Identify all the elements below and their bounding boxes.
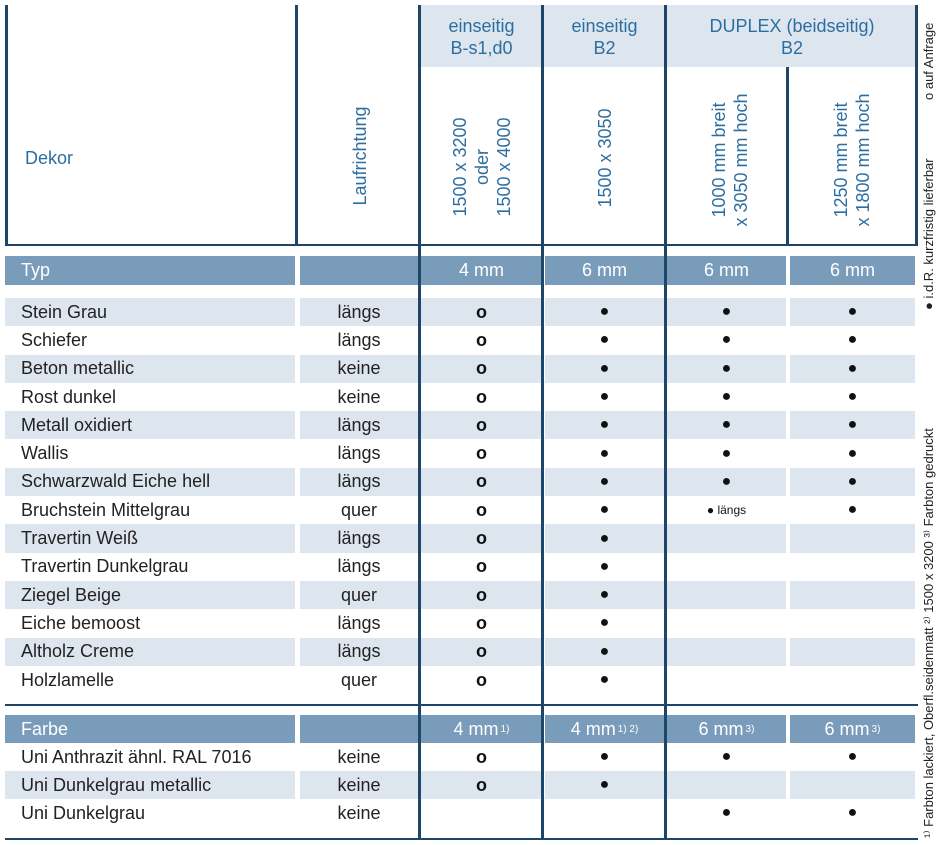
cell-col1 — [421, 799, 542, 827]
decor-name: Metall oxidiert — [21, 414, 133, 435]
header-col2-title-text: einseitig B2 — [571, 16, 638, 58]
direction: keine — [337, 386, 381, 407]
direction: keine — [337, 802, 381, 823]
dekor-row — [5, 298, 917, 326]
cell-col2: ● — [599, 303, 610, 321]
direction: längs — [337, 329, 381, 350]
cell-col2: ● — [599, 776, 610, 793]
header-dekor: Dekor — [25, 148, 74, 168]
decor-name: Beton metallic — [21, 358, 135, 379]
divider-header-bottom — [5, 244, 918, 246]
cell-col2: ● — [599, 642, 610, 660]
farbe-row — [5, 799, 917, 827]
cell-col2: ● — [599, 331, 610, 349]
direction: längs — [337, 301, 381, 322]
cell-col3b — [790, 553, 915, 581]
direction: längs — [337, 414, 381, 435]
direction: quer — [340, 669, 378, 690]
decor-name: Schiefer — [21, 329, 88, 350]
dekor-row — [5, 609, 917, 637]
farbe-row — [5, 743, 917, 771]
dekor-row — [5, 638, 917, 666]
cell-col3a — [667, 581, 786, 609]
typ-bar-col3a: 6 mm — [667, 256, 786, 285]
cell-col1: o — [476, 556, 487, 577]
cell-col1: o — [476, 499, 487, 520]
cell-col3b — [790, 638, 915, 666]
cell-col3a: ● — [721, 472, 732, 490]
cell-col1: o — [476, 443, 487, 464]
cell-col3b: ● — [847, 748, 858, 765]
divider-laufrichtung — [418, 5, 421, 840]
cell-col3b: ● — [847, 501, 858, 519]
farbe-bar-col3b: 6 mm 3) — [790, 715, 915, 743]
cell-col1: o — [476, 746, 487, 767]
direction: quer — [340, 499, 378, 520]
cell-col1: o — [476, 386, 487, 407]
header-col2-size: 1500 x 3050 — [595, 108, 615, 208]
typ-bar-label: Typ — [5, 256, 295, 285]
cell-col2: ● — [599, 416, 610, 434]
decor-name: Altholz Creme — [21, 641, 135, 662]
cell-col3b: ● — [847, 388, 858, 406]
legend-kurzfristig: ● i.d.R. kurzfristig lieferbar — [921, 158, 936, 310]
dekor-row — [5, 524, 917, 552]
cell-col3b: ● — [847, 416, 858, 434]
typ-bar-col3b: 6 mm — [790, 256, 915, 285]
cell-col3b: ● — [847, 331, 858, 349]
farbe-bar-laufrichtung — [300, 715, 418, 743]
divider-right — [915, 5, 918, 245]
farbe-bar-col1: 4 mm 1) — [421, 715, 542, 743]
cell-col2: ● — [599, 472, 610, 490]
typ-bar-laufrichtung — [300, 256, 418, 285]
cell-col3b: ● — [847, 472, 858, 490]
divider-left — [5, 5, 8, 245]
decor-name: Bruchstein Mittelgrau — [21, 499, 191, 520]
cell-col2: ● — [599, 388, 610, 406]
divider-dekor — [295, 5, 298, 245]
cell-col3b: ● — [847, 359, 858, 377]
cell-col2: ● — [599, 671, 610, 689]
direction: längs — [337, 528, 381, 549]
cell-col3a — [667, 771, 786, 799]
decor-name: Wallis — [21, 443, 69, 464]
legend-footnotes: ¹⁾ Farbton lackiert, Oberfl.seidenmatt ²⁾ 1500 x 3200 ³⁾ Farbton gedruckt — [921, 428, 936, 838]
direction: längs — [337, 612, 381, 633]
decor-name: Travertin Weiß — [21, 528, 139, 549]
cell-col2: ● — [599, 359, 610, 377]
dekor-row — [5, 553, 917, 581]
cell-col3a: ● — [721, 303, 732, 321]
direction: längs — [337, 556, 381, 577]
cell-col3a: ● längs — [706, 503, 747, 518]
cell-col3b — [790, 666, 915, 694]
farbe-bar-col3a: 6 mm 3) — [667, 715, 786, 743]
cell-col3b — [790, 771, 915, 799]
cell-col2: ● — [599, 614, 610, 632]
decor-name: Ziegel Beige — [21, 584, 122, 605]
cell-col3a: ● — [721, 444, 732, 462]
cell-col3a: ● — [721, 416, 732, 434]
decor-name: Stein Grau — [21, 301, 108, 322]
cell-col3a — [667, 553, 786, 581]
cell-col1: o — [476, 669, 487, 690]
farbe-row — [5, 771, 917, 799]
typ-bar-col1: 4 mm — [421, 256, 542, 285]
decor-name: Rost dunkel — [21, 386, 117, 407]
cell-col3b — [790, 524, 915, 552]
cell-col2: ● — [599, 586, 610, 604]
header-laufrichtung: Laufrichtung — [350, 106, 370, 206]
cell-col1: o — [476, 301, 487, 322]
cell-col1: o — [476, 584, 487, 605]
cell-col3b: ● — [847, 804, 858, 821]
header-col1-title-text: einseitig B-s1,d0 — [448, 16, 515, 58]
cell-col3a: ● — [721, 331, 732, 349]
decor-name: Schwarzwald Eiche hell — [21, 471, 211, 492]
dekor-row — [5, 440, 917, 468]
dekor-row — [5, 355, 917, 383]
dekor-row — [5, 666, 917, 694]
cell-col3a — [667, 609, 786, 637]
header-col3b-size: 1250 mm breit x 1800 mm hoch — [831, 93, 873, 227]
cell-col1: o — [476, 329, 487, 350]
divider-col2 — [664, 5, 667, 840]
header-col3-title-text: DUPLEX (beidseitig) B2 — [709, 16, 875, 58]
header-col1-size: 1500 x 3200 oder 1500 x 4000 — [450, 117, 514, 217]
cell-col3a — [667, 524, 786, 552]
cell-col3a — [667, 638, 786, 666]
decor-name: Holzlamelle — [21, 669, 115, 690]
direction: keine — [337, 774, 381, 795]
cell-col1: o — [476, 641, 487, 662]
cell-col2 — [545, 799, 664, 827]
direction: quer — [340, 584, 378, 605]
cell-col3a — [667, 666, 786, 694]
direction: längs — [337, 471, 381, 492]
cell-col3a: ● — [721, 804, 732, 821]
direction: längs — [337, 443, 381, 464]
cell-col2: ● — [599, 501, 610, 519]
cell-col1: o — [476, 471, 487, 492]
dekor-row — [5, 496, 917, 524]
direction: keine — [337, 358, 381, 379]
cell-col1: o — [476, 528, 487, 549]
cell-col3b: ● — [847, 303, 858, 321]
cell-col3a: ● — [721, 748, 732, 765]
cell-col1: o — [476, 414, 487, 435]
cell-col1: o — [476, 774, 487, 795]
dekor-row — [5, 326, 917, 354]
typ-bar-col2: 6 mm — [545, 256, 664, 285]
cell-col1: o — [476, 358, 487, 379]
decor-name: Uni Dunkelgrau — [21, 802, 146, 823]
divider-col1 — [541, 5, 544, 840]
farbe-bar-label: Farbe — [5, 715, 295, 743]
decor-name: Travertin Dunkelgrau — [21, 556, 189, 577]
cell-col2: ● — [599, 557, 610, 575]
decor-name: Uni Anthrazit ähnl. RAL 7016 — [21, 746, 252, 767]
dekor-row — [5, 581, 917, 609]
dekor-row — [5, 468, 917, 496]
cell-col3a: ● — [721, 388, 732, 406]
cell-col2: ● — [599, 529, 610, 547]
cell-col3b — [790, 581, 915, 609]
cell-col2: ● — [599, 748, 610, 765]
farbe-bar-col2: 4 mm 1) 2) — [545, 715, 664, 743]
divider-col3 — [786, 67, 789, 245]
decor-name: Uni Dunkelgrau metallic — [21, 774, 212, 795]
cell-col3b: ● — [847, 444, 858, 462]
cell-col3a: ● — [721, 359, 732, 377]
dekor-row — [5, 383, 917, 411]
divider-table-bottom — [5, 838, 918, 840]
decor-name: Eiche bemoost — [21, 612, 141, 633]
dekor-row — [5, 411, 917, 439]
divider-dekor-bottom — [5, 704, 918, 706]
cell-col3b — [790, 609, 915, 637]
header-col3a-size: 1000 mm breit x 3050 mm hoch — [709, 93, 751, 227]
cell-col2: ● — [599, 444, 610, 462]
direction: keine — [337, 746, 381, 767]
legend-auf-anfrage: o auf Anfrage — [921, 22, 936, 100]
direction: längs — [337, 641, 381, 662]
cell-col1: o — [476, 612, 487, 633]
